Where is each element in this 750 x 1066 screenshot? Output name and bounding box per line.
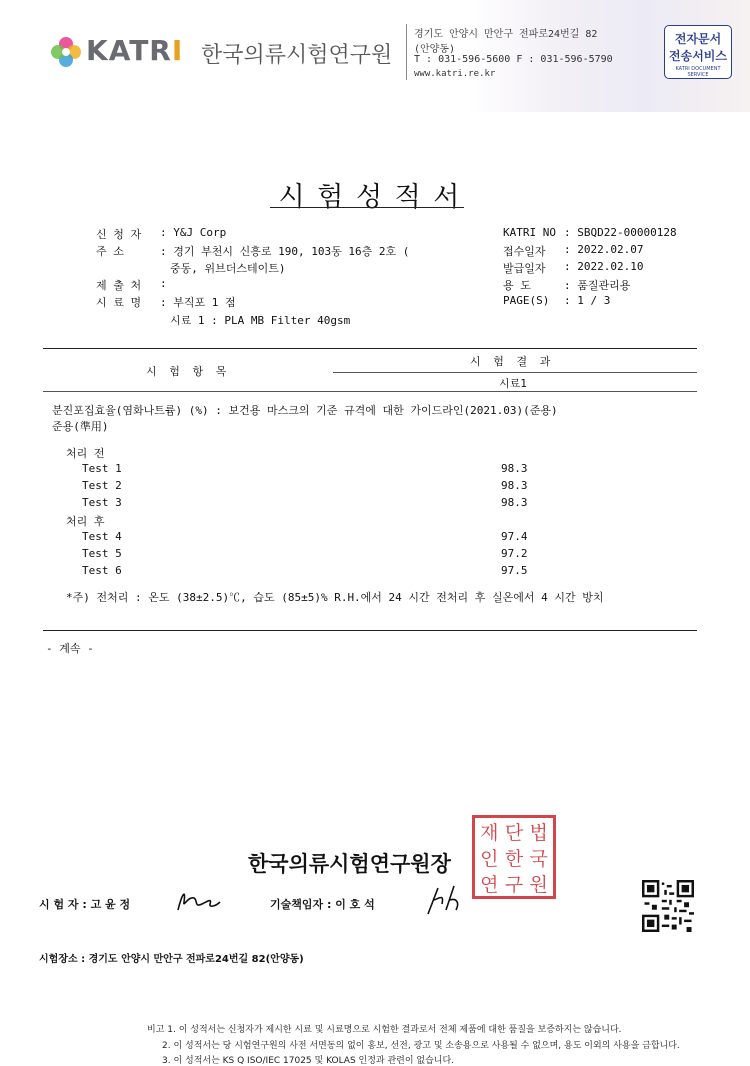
sample-value: : 부직포 1 점 <box>160 296 236 309</box>
issued-label: 발급일자 <box>503 262 546 275</box>
applicant-value: : Y&J Corp <box>160 226 227 239</box>
tester: 시 험 자 : 고 윤 정 <box>39 898 131 911</box>
col-header-results: 시 험 결 과 <box>470 355 554 368</box>
org-name-kr: 한국의류시험연구원 <box>201 43 393 68</box>
header-divider <box>406 24 407 80</box>
header-website: www.katri.re.kr <box>414 69 496 79</box>
row-value: 97.5 <box>501 564 528 577</box>
qr-code-icon <box>642 880 694 932</box>
group-label: 처리 전 <box>66 447 105 460</box>
table-bottom-rule <box>43 630 697 631</box>
group-label: 처리 후 <box>66 515 105 528</box>
purpose-value: : 품질관리용 <box>564 279 631 292</box>
document-title: 시 험 성 적 서 <box>278 182 462 213</box>
address-label: 주 소 <box>96 245 124 258</box>
row-name: Test 1 <box>82 462 122 475</box>
katri-no-value: : SBQD22-00000128 <box>564 226 677 239</box>
continued-marker: - 계속 - <box>46 642 94 655</box>
results-subheader-rule <box>333 372 697 373</box>
header-address-1: 경기도 안양시 만안구 전파로24번길 82 <box>414 29 598 40</box>
applicant-label: 신 청 자 <box>96 228 142 241</box>
title-underline <box>270 207 464 208</box>
e-document-badge <box>664 25 732 79</box>
note-1: 비고 1. 이 성적서는 신청자가 제시한 시료 및 시료명으로 시험한 결과로서 전체 제품에 대한 품질을 보증하지는 않습니다. <box>147 1025 622 1035</box>
official-seal: 재 단 법 인 한 국 연 구 원 <box>472 815 556 899</box>
page-value: : 1 / 3 <box>564 294 611 307</box>
katri-no-label: KATRI NO <box>503 226 556 239</box>
katri-logo <box>86 34 183 67</box>
badge-line-2: 전송서비스 <box>669 49 727 63</box>
address-value-1: : 경기 부천시 신흥로 190, 103동 16층 2호 ( <box>160 245 410 258</box>
row-name: Test 4 <box>82 530 122 543</box>
issued-value: : 2022.02.10 <box>564 260 644 273</box>
address-value-2: 중동, 위브더스테이트) <box>170 262 286 275</box>
row-name: Test 6 <box>82 564 122 577</box>
logo-word: KATR <box>86 34 172 67</box>
sample-label: 시 료 명 <box>96 296 142 309</box>
note-2: 2. 이 성적서는 당 시험연구원의 사전 서면동의 없이 홍보, 선전, 광고 및 소송용으로 사용될 수 없으며, 용도 이외의 사용을 금합니다. <box>162 1041 680 1051</box>
table-header-rule <box>43 391 697 392</box>
test-note: 준용(準用) <box>52 420 109 433</box>
page-label: PAGE(S) <box>503 294 550 307</box>
note-3: 3. 이 성적서는 KS Q ISO/IEC 17025 및 KOLAS 인정과 관련이 없습니다. <box>162 1056 455 1066</box>
logo-i: I <box>171 34 184 67</box>
row-name: Test 2 <box>82 479 122 492</box>
sample-detail: 시료 1 : PLA MB Filter 40gsm <box>170 314 351 327</box>
col-header-items: 시 험 항 목 <box>146 365 230 378</box>
tech-manager: 기술책임자 : 이 호 석 <box>270 898 375 911</box>
table-top-rule <box>43 348 697 349</box>
row-value: 97.2 <box>501 547 528 560</box>
test-location: 시험장소 : 경기도 안양시 만안구 전파로24번길 82(안양동) <box>39 954 304 965</box>
test-name: 분진포집효율(염화나트륨) (%) : 보건용 마스크의 기준 규격에 대한 가이드라인(2021.03)(준용) <box>52 404 558 417</box>
row-value: 98.3 <box>501 496 528 509</box>
row-value: 98.3 <box>501 479 528 492</box>
col-header-sample: 시료1 <box>499 377 527 390</box>
submitter-label: 제 출 처 <box>96 279 142 292</box>
footnote: *주) 전처리 : 온도 (38±2.5)℃, 습도 (85±5)% R.H.에서 24 시간 전처리 후 실온에서 4 시간 방치 <box>66 591 604 604</box>
received-label: 접수일자 <box>503 245 546 258</box>
submitter-value: : <box>160 277 167 290</box>
purpose-label: 용 도 <box>503 279 531 292</box>
manager-signature-icon <box>420 880 464 920</box>
row-name: Test 5 <box>82 547 122 560</box>
org-signature: 한국의류시험연구원장 <box>248 852 451 876</box>
header-address-2: (안양동) <box>414 44 456 55</box>
header-phone: T : 031-596-5600 F : 031-596-5790 <box>414 54 613 65</box>
badge-line-3: KATRI DOCUMENT SERVICE <box>675 66 721 78</box>
row-value: 97.4 <box>501 530 528 543</box>
badge-line-1: 전자문서 <box>674 32 722 46</box>
tester-signature-icon <box>172 884 228 916</box>
row-name: Test 3 <box>82 496 122 509</box>
katri-logo-icon <box>49 35 83 69</box>
row-value: 98.3 <box>501 462 528 475</box>
received-value: : 2022.02.07 <box>564 243 644 256</box>
